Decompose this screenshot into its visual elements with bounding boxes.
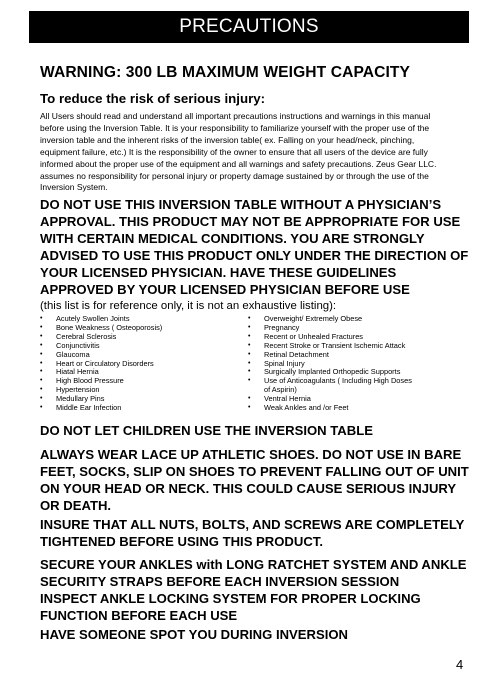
condition-item: • Acutely Swollen Joints [40, 315, 162, 324]
weight-capacity-warning: WARNING: 300 LB MAXIMUM WEIGHT CAPACITY [40, 64, 411, 81]
condition-item: • Retinal Detachment [248, 351, 412, 360]
condition-item: • Pregnancy [248, 324, 412, 333]
shoes-warning-line: FEET, SOCKS, SLIP ON SHOES TO PREVENT FALLING OUT OF UNIT [40, 464, 469, 480]
condition-item: • Medullary Pins [40, 395, 162, 404]
shoes-warning-line: ALWAYS WEAR LACE UP ATHLETIC SHOES. DO NOT USE IN BARE [40, 447, 462, 462]
condition-item: • Recent or Unhealed Fractures [248, 333, 412, 342]
physician-warning-line: ADVISED TO USE THIS PRODUCT ONLY UNDER THE DIRECTION OF [40, 248, 469, 264]
shoes-warning-line: OR DEATH. [40, 498, 112, 514]
condition-item: • Cerebral Sclerosis [40, 333, 162, 342]
conditions-list-right [248, 315, 412, 413]
spotter-warning [40, 626, 348, 643]
ankles-warning [40, 556, 467, 590]
physician-warning-line: YOUR LICENSED PHYSICIAN. HAVE THESE GUIDELINES [40, 265, 397, 281]
condition-item: • Hypertension [40, 386, 162, 395]
condition-item: • Heart or Circulatory Disorders [40, 360, 162, 369]
condition-item: • Recent Stroke or Transient Ischemic Attack [248, 342, 412, 351]
intro-line: inversion table and the inherent risks of the inversion table( ex. Falling on your head/neck, pinching, [40, 134, 415, 145]
condition-item: • Use of Anticoagulants ( Including High Doses [248, 377, 412, 386]
condition-item: • Glaucoma [40, 351, 162, 360]
intro-line: Inversion System. [40, 182, 108, 193]
children-warning [40, 422, 373, 439]
condition-item: • Spinal Injury [248, 360, 412, 369]
shoes-warning-line: ON YOUR HEAD OR NECK. THIS COULD CAUSE SERIOUS INJURY [40, 481, 457, 497]
physician-warning [40, 196, 468, 299]
physician-warning-line: DO NOT USE THIS INVERSION TABLE WITHOUT A PHYSICIAN’S [40, 197, 442, 212]
condition-item: • Surgically Implanted Orthopedic Supports [248, 368, 412, 377]
physician-warning-line: APPROVED BY YOUR LICENSED PHYSICIAN BEFORE USE [40, 282, 410, 298]
locking-warning-line: INSPECT ANKLE LOCKING SYSTEM FOR PROPER LOCKING [40, 591, 421, 606]
injury-risk-subheading: To reduce the risk of serious injury: [40, 91, 266, 106]
reference-note: (this list is for reference only, it is not an exhaustive listing): [40, 300, 337, 312]
condition-item: • Ventral Hernia [248, 395, 412, 404]
intro-line: informed about the proper use of the equipment and all warnings and safety precautions. Zeus Gear LLC. [40, 158, 437, 169]
shoes-warning [40, 446, 469, 514]
physician-warning-line: WITH CERTAIN MEDICAL CONDITIONS. YOU ARE STRONGLY [40, 231, 425, 247]
condition-item: • High Blood Pressure [40, 377, 162, 386]
bolts-warning-line: INSURE THAT ALL NUTS, BOLTS, AND SCREWS ARE COMPLETELY [40, 517, 465, 532]
intro-paragraph [40, 111, 460, 194]
condition-item: • Overweight/ Extremely Obese [248, 315, 412, 324]
physician-warning-line: APPROVAL. THIS PRODUCT MAY NOT BE APPROPRIATE FOR USE [40, 214, 461, 230]
children-warning-line: DO NOT LET CHILDREN USE THE INVERSION TABLE [40, 423, 373, 438]
condition-item: • Middle Ear Infection [40, 404, 162, 413]
ankles-warning-line: SECURE YOUR ANKLES with LONG RATCHET SYSTEM AND ANKLE [40, 557, 467, 572]
conditions-list-left [40, 315, 162, 413]
condition-item: • Hiatal Hernia [40, 368, 162, 377]
intro-line: before using the Inversion Table. It is your responsibility to familiarize yourself with the proper use of the [40, 122, 430, 133]
bolts-warning [40, 516, 464, 550]
ankles-warning-line: SECURITY STRAPS BEFORE EACH INVERSION SESSION [40, 574, 400, 590]
locking-warning-line: FUNCTION BEFORE EACH USE [40, 608, 238, 624]
condition-item: • Weak Ankles and /or Feet [248, 404, 412, 413]
condition-item: • Conjunctivitis [40, 342, 162, 351]
condition-item-continuation: of Aspirin) [264, 385, 297, 395]
locking-warning [40, 590, 421, 624]
bolts-warning-line: TIGHTENED BEFORE USING THIS PRODUCT. [40, 534, 323, 550]
spotter-warning-line: HAVE SOMEONE SPOT YOU DURING INVERSION [40, 627, 348, 642]
section-title: PRECAUTIONS [179, 16, 319, 37]
condition-item: • Bone Weakness ( Osteoporosis) [40, 324, 162, 333]
section-header [29, 11, 469, 43]
page-number: 4 [456, 657, 464, 672]
intro-line: All Users should read and understand all important precautions instructions and warnings in this manual [40, 111, 431, 121]
intro-line: equipment failure, etc.) It is the responsibility of the owner to ensure that all users of the device are fully [40, 146, 428, 157]
intro-line: assumes no responsibility for personal injury or property damage sustained by or through the use of the [40, 170, 429, 181]
